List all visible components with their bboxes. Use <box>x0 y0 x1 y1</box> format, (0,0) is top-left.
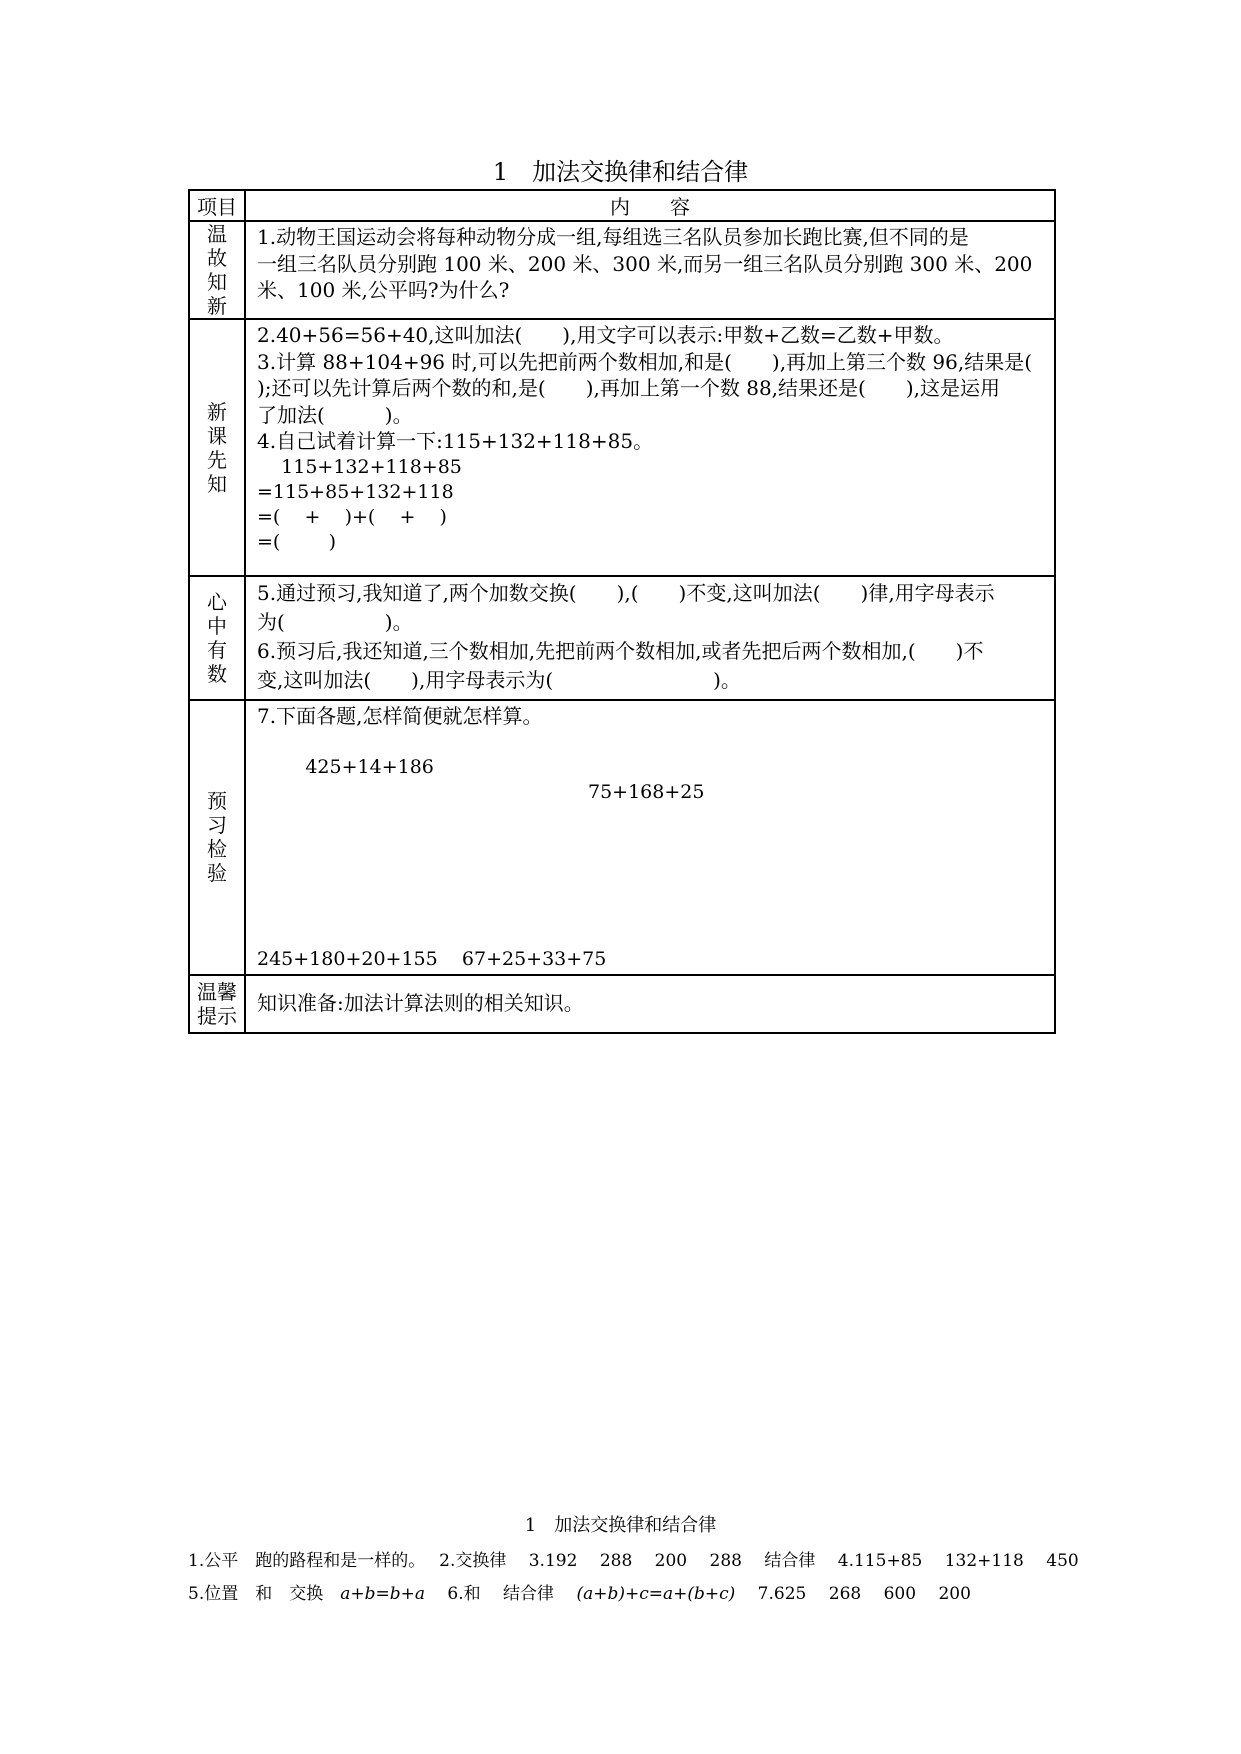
row-content-check <box>245 700 1055 975</box>
answers-line-2-part-b: 6.和 结合律 <box>425 1584 577 1604</box>
exercise-row-2: 245+180+20+155 67+25+33+75 <box>257 947 607 970</box>
question-2: 2.40+56=56+40,这叫加法( ),用文字可以表示:甲数+乙数=乙数+甲数。 <box>257 323 954 347</box>
question-3-line-2: );还可以先计算后两个数的和,是( ),再加上第一个数 88,结果还是( ),这是运用 <box>257 376 1000 401</box>
header-content: 内 容 <box>245 190 1055 221</box>
page-title: 1 加法交换律和结合律 <box>492 158 749 186</box>
question-1-line-3: 米、100 米,公平吗?为什么? <box>257 278 510 303</box>
associative-formula: (a+b)+c=a+(b+c) <box>576 1584 736 1604</box>
answers-line-2-part-c: 7.625 268 600 200 <box>735 1584 971 1604</box>
header-item: 项目 <box>189 190 245 221</box>
question-4: 4.自己试着计算一下:115+132+118+85。 <box>257 429 654 454</box>
row-content-tip <box>245 975 1055 1033</box>
calc-step-3: =( + )+( + ) <box>257 505 447 528</box>
answers-title: 1 加法交换律和结合律 <box>524 1515 717 1536</box>
row-label-preview: 新 课 先 知 <box>189 319 245 576</box>
table-row-review <box>189 221 1055 319</box>
question-7-intro: 7.下面各题,怎样简便就怎样算。 <box>257 704 543 728</box>
question-3-line-1: 3.计算 88+104+96 时,可以先把前两个数相加,和是( ),再加上第三个数 96,结果是( <box>257 349 1033 374</box>
table-row-summary <box>189 576 1055 700</box>
row-label-review: 温 故 知 新 <box>189 221 245 319</box>
question-5-line-1: 5.通过预习,我知道了,两个加数交换( ),( )不变,这叫加法( )律,用字母表示 <box>257 581 995 605</box>
tip-text: 知识准备:加法计算法则的相关知识。 <box>257 991 584 1016</box>
row-content-summary <box>245 576 1055 700</box>
row-label-tip: 温馨 提示 <box>189 975 245 1033</box>
answers-line-2-part-a: 5.位置 和 交换 <box>188 1584 341 1604</box>
exercise-2: 75+168+25 <box>588 780 705 803</box>
table-row-preview <box>189 319 1055 576</box>
question-6-line-1: 6.预习后,我还知道,三个数相加,先把前两个数相加,或者先把后两个数相加,( )不 <box>257 639 984 663</box>
exercise-1: 425+14+186 <box>305 755 434 778</box>
row-content-preview <box>245 319 1055 576</box>
calc-step-4: =( ) <box>257 530 337 553</box>
answers-line-1: 1.公平 跑的路程和是一样的。 2.交换律 3.192 288 200 288 结合律 4.115+85 132+118 450 <box>188 1551 1079 1571</box>
question-5-line-2: 为( )。 <box>257 610 413 634</box>
worksheet-table <box>188 189 1056 1034</box>
question-1-line-2: 一组三名队员分别跑 100 米、200 米、300 米,而另一组三名队员分别跑 300 米、200 <box>257 251 1033 276</box>
answers-line-2 <box>188 1582 971 1606</box>
calc-step-2: =115+85+132+118 <box>257 480 454 503</box>
table-row-tip <box>189 975 1055 1033</box>
table-row-check <box>189 700 1055 975</box>
row-label-check: 预 习 检 验 <box>189 700 245 975</box>
question-6-line-2: 变,这叫加法( ),用字母表示为( )。 <box>257 668 741 692</box>
calc-step-1: 115+132+118+85 <box>257 455 462 478</box>
row-label-summary: 心 中 有 数 <box>189 576 245 700</box>
exercise-row-1 <box>257 730 1046 830</box>
question-3-line-3: 了加法( )。 <box>257 402 413 427</box>
commutative-formula: a+b=b+a <box>340 1584 426 1604</box>
table-header-row <box>189 190 1055 221</box>
row-content-review <box>245 221 1055 319</box>
question-1-line-1: 1.动物王国运动会将每种动物分成一组,每组选三名队员参加长跑比赛,但不同的是 <box>257 225 969 249</box>
